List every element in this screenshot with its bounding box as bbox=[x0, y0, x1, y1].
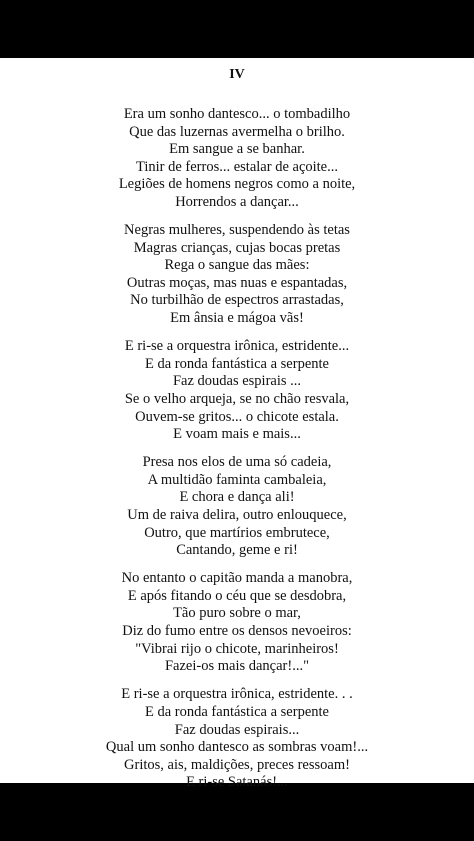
stanza-4 bbox=[0, 454, 474, 560]
poem-line: Gritos, ais, maldições, preces ressoam! bbox=[124, 756, 350, 773]
poem-line: No entanto o capitão manda a manobra, bbox=[121, 570, 353, 587]
poem-line: Faz doudas espirais ... bbox=[172, 373, 302, 390]
poem-line: Em ânsia e mágoa vãs! bbox=[170, 310, 304, 327]
poem-line: Horrendos a dançar... bbox=[175, 193, 299, 210]
poem-line: Outro, que martírios embrutece, bbox=[144, 524, 330, 541]
poem-line: Era um sonho dantesco... o tombadilho bbox=[123, 106, 351, 122]
poem-line: E da ronda fantástica a serpente bbox=[145, 703, 329, 720]
poem-line: Ouvem-se gritos... o chicote estala. bbox=[135, 408, 339, 425]
poem-line: Cantando, geme e ri! bbox=[176, 542, 298, 559]
poem-line: Um de raiva delira, outro enlouquece, bbox=[127, 506, 347, 523]
poem-line: Diz do fumo entre os densos nevoeiros: bbox=[122, 623, 352, 640]
poem-line: "Vibrai rijo o chicote, marinheiros! bbox=[135, 640, 339, 657]
poem-line: E ri-se a orquestra irônica, estridente. . . bbox=[121, 686, 353, 703]
poem-line: Rega o sangue das mães: bbox=[164, 257, 310, 274]
poem-line: Negras mulheres, suspendendo às tetas bbox=[124, 222, 350, 239]
poem-line: E voam mais e mais... bbox=[173, 426, 301, 443]
poem-line: E da ronda fantástica a serpente bbox=[145, 355, 329, 372]
poem-line: Que das luzernas avermelha o brilho. bbox=[129, 123, 345, 140]
poem-line: Fazei-os mais dançar!..." bbox=[164, 658, 310, 675]
poem-line: E após fitando o céu que se desdobra, bbox=[127, 587, 347, 604]
stanza-5 bbox=[0, 570, 474, 676]
poem-line: E ri-se a orquestra irônica, estridente... bbox=[124, 338, 350, 355]
poem-line: E chora e dança ali! bbox=[179, 489, 295, 506]
poem-line: Legiões de homens negros como a noite, bbox=[118, 176, 356, 193]
poem-line: Tinir de ferros... estalar de açoite... bbox=[136, 158, 338, 175]
poem-body bbox=[0, 106, 474, 802]
poem-line: Faz doudas espirais... bbox=[174, 721, 300, 738]
poem-line: Presa nos elos de uma só cadeia, bbox=[142, 454, 332, 471]
poem-line: Se o velho arqueja, se no chão resvala, bbox=[124, 390, 350, 407]
poem-line: E ri-se Satanás!... bbox=[186, 774, 288, 791]
poem-line: Qual um sonho dantesco as sombras voam!... bbox=[105, 739, 369, 756]
poem-line: A multidão faminta cambaleia, bbox=[147, 471, 327, 488]
poem-line: Em sangue a se banhar. bbox=[169, 141, 305, 158]
poem-page bbox=[0, 58, 474, 791]
stanza-1 bbox=[0, 106, 474, 212]
poem-line: Magras crianças, cujas bocas pretas bbox=[133, 239, 341, 256]
poem-line: Outras moças, mas nuas e espantadas, bbox=[126, 274, 348, 291]
stanza-2 bbox=[0, 222, 474, 328]
stanza-3 bbox=[0, 338, 474, 444]
stanza-6 bbox=[0, 686, 474, 792]
poem-title: IV bbox=[229, 67, 245, 82]
poem-line: No turbilhão de espectros arrastadas, bbox=[130, 292, 344, 309]
poem-line: Tão puro sobre o mar, bbox=[173, 605, 301, 622]
